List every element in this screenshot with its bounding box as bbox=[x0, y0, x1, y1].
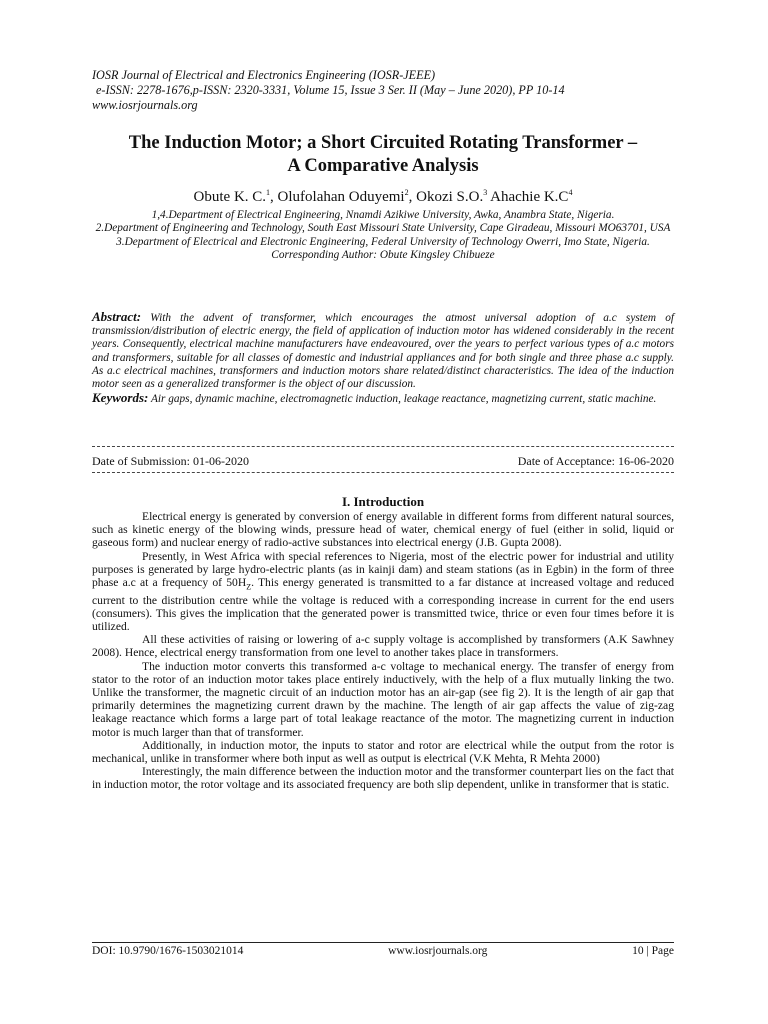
author-1-sup: 1 bbox=[266, 188, 271, 197]
author-2-sup: 2 bbox=[404, 188, 409, 197]
section-heading: I. Introduction bbox=[341, 494, 425, 509]
divider-bottom bbox=[92, 472, 674, 473]
affiliations bbox=[92, 209, 674, 262]
footer-doi: DOI: 10.9790/1676-1503021014 bbox=[92, 945, 244, 957]
paragraph-2 bbox=[92, 550, 674, 634]
divider-top bbox=[92, 446, 674, 447]
paper-title bbox=[92, 132, 674, 178]
title-line-2: A Comparative Analysis bbox=[287, 156, 479, 176]
abstract-label: Abstract: bbox=[92, 309, 142, 324]
author-4: Ahachie K.C bbox=[487, 189, 569, 205]
author-4-sup: 4 bbox=[568, 188, 573, 197]
affiliation-3: 3.Department of Electrical and Electronic Engineering, Federal University of Technology Owerri, Imo State, Nigeria. bbox=[116, 235, 650, 248]
abstract bbox=[92, 310, 674, 406]
paragraph-4: The induction motor converts this transformed a-c voltage to mechanical energy. The transfer of energy from stator to the rotor of an induction motor takes place entirely inductively, with the help of a flux mutually linking the two. Unlike the transformer, the magnetic circuit of an induction motor has an air-gap (see fig 2). It is the length of air gap that primarily determines the magnetizing current drawn by the machine. The length of air gap affects the value of zig-zag leakage reactance which forms a large part of total leakage reactance of the motor. The magnetizing current in induction motor is much larger than that of transformer. bbox=[92, 659, 674, 739]
journal-issn: e-ISSN: 2278-1676,p-ISSN: 2320-3331, Volume 15, Issue 3 Ser. II (May – June 2020), PP 10-14 bbox=[96, 83, 565, 97]
paragraph-2-a: Presently, in West Africa with special references to Nigeria, most of the electric power for industrial and utility purposes is generated by large hydro-electric plants (as in kainji dam) and steam stations (as in Egbin) in the form of three phase a.c at a frequency of 50H bbox=[92, 549, 674, 590]
page-footer bbox=[92, 942, 674, 957]
body-text bbox=[92, 510, 674, 792]
affiliation-2: 2.Department of Engineering and Technology, South East Missouri State University, Cape Giradeau, Missouri MO63701, USA bbox=[95, 222, 671, 235]
author-2: , Olufolahan Oduyemi bbox=[270, 189, 405, 205]
journal-header bbox=[92, 68, 674, 113]
keywords-text: Air gaps, dynamic machine, electromagnetic induction, leakage reactance, magnetizing current, static machine. bbox=[148, 393, 657, 406]
abstract-text: With the advent of transformer, which encourages the atmost universal adoption of a.c system of transmission/distribution of electric energy, the field of application of induction motor has widened considerably in the recent years. Consequently, electrical machine manufacturers have endeavoured, over the years to perfect various types of a.c motors and transformers, suitable for all classes of domestic and industrial appliances and for both single and three phase a.c supply. As a.c electrical machines, transformers and induction motors share related/distinct characteristics. The idea of the induction motor seen as a generalized transformer is the object of our discussion. bbox=[92, 312, 674, 391]
author-1: Obute K. C. bbox=[193, 189, 267, 205]
keywords bbox=[92, 391, 674, 406]
date-submission: Date of Submission: 01-06-2020 bbox=[92, 454, 249, 468]
paper-page bbox=[92, 68, 674, 792]
keywords-label: Keywords: bbox=[92, 390, 149, 406]
paragraph-5: Additionally, in induction motor, the inputs to stator and rotor are electrical while the output from the rotor is mechanical, unlike in transformer where both input as well as output is electrical (V.K Mehta, R Mehta 2000) bbox=[92, 738, 674, 765]
paragraph-6: Interestingly, the main difference between the induction motor and the transformer counterpart lies on the fact that in induction motor, the rotor voltage and its associated frequency are both slip dependent, unlike in transformer that is static. bbox=[92, 765, 674, 792]
journal-name: IOSR Journal of Electrical and Electronics Engineering (IOSR-JEEE) bbox=[92, 68, 436, 82]
title-line-1: The Induction Motor; a Short Circuited Rotating Transformer – bbox=[128, 133, 638, 153]
footer-page-number: 10 | Page bbox=[632, 945, 674, 957]
author-3: , Okozi S.O. bbox=[408, 189, 484, 205]
paragraph-1: Electrical energy is generated by conversion of energy available in different forms from different natural sources, such as kinetic energy of the blowing winds, pressure head of water, chemical energy of fuel (either in solid, liquid or gaseous form) and nuclear energy of radio-active substances into electrical energy (J.B. Gupta 2008). bbox=[92, 510, 674, 550]
affiliation-1: 1,4.Department of Electrical Engineering, Nnamdi Azikiwe University, Awka, Anambra State, Nigeria. bbox=[151, 209, 615, 221]
date-acceptance: Date of Acceptance: 16-06-2020 bbox=[517, 454, 674, 468]
journal-website: www.iosrjournals.org bbox=[92, 98, 198, 112]
corresponding-author: Corresponding Author: Obute Kingsley Chibueze bbox=[271, 248, 495, 261]
dates-row bbox=[92, 454, 674, 469]
paragraph-2-b: . This energy generated is transmitted to a far distance at increased voltage and reduced current to the distribution centre while the voltage is reduced with a corresponding increase in current for the end users (consumers). This gives the implication that the generated power is transmitted twice, thrice or even four times before it is utilized. bbox=[92, 576, 674, 633]
paragraph-2-sub: Z bbox=[246, 582, 252, 592]
author-list bbox=[92, 188, 674, 206]
footer-website: www.iosrjournals.org bbox=[388, 945, 488, 957]
author-3-sup: 3 bbox=[483, 188, 488, 197]
paragraph-3: All these activities of raising or lowering of a-c supply voltage is accomplished by transformers (A.K Sawhney 2008). Hence, electrical energy transformation from one level to another takes place in transformers. bbox=[92, 633, 674, 660]
